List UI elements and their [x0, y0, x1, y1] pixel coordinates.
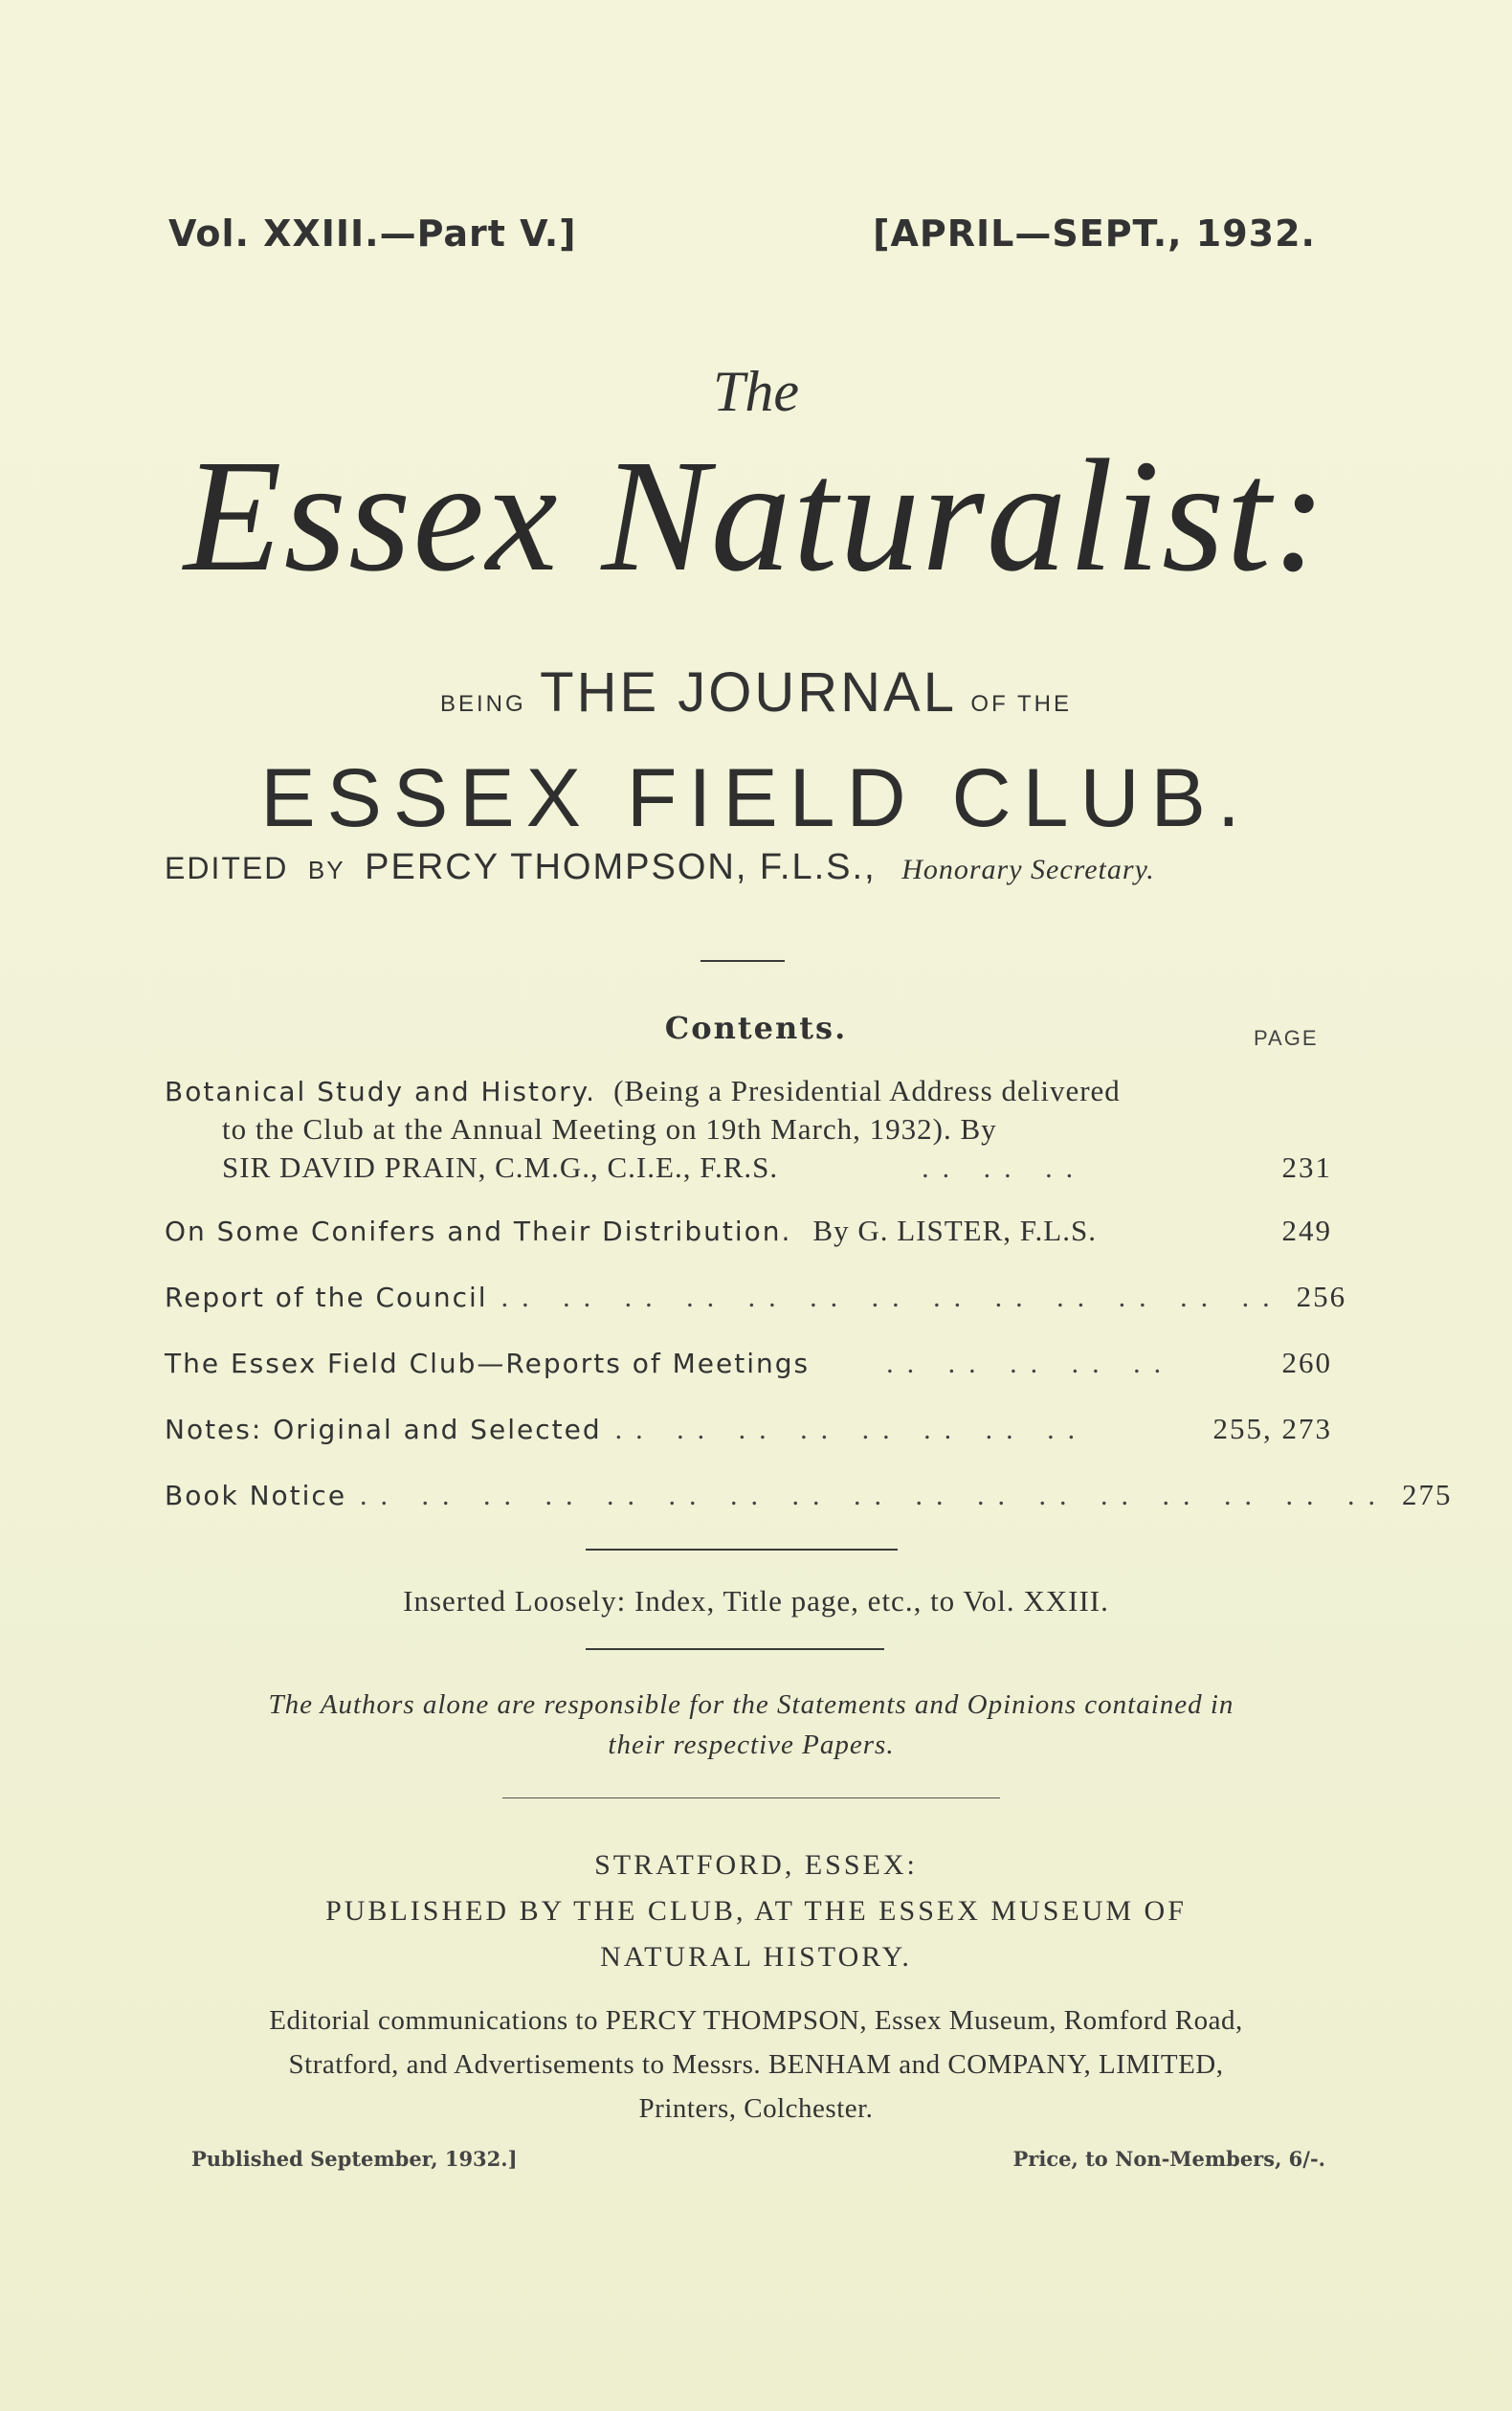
editorial-line3: Printers, Colchester.	[638, 2093, 874, 2124]
divider-medium-2	[586, 1648, 884, 1650]
being-text: BEING	[440, 691, 526, 717]
the-journal-text: THE JOURNAL	[540, 661, 957, 724]
publisher-place: STRATFORD, ESSEX:	[594, 1849, 918, 1881]
issue-date: [APRIL—SEPT., 1932.	[873, 212, 1316, 255]
editor-role: Honorary Secretary.	[901, 854, 1155, 885]
toc-entry-page: 275	[1402, 1478, 1453, 1511]
editorial-communications	[144, 1998, 1368, 2131]
toc-entry-desc: (Being a Presidential Address delivered	[613, 1074, 1121, 1107]
leader-dots: .. .. .. .. ..	[886, 1348, 1175, 1379]
edited-label: EDITED	[165, 851, 289, 885]
by-label: BY	[307, 856, 345, 884]
authors-disclaimer	[163, 1685, 1340, 1765]
toc-entry-page: 249	[1281, 1214, 1332, 1247]
toc-entry-title: Notes: Original and Selected	[165, 1414, 602, 1445]
of-the-text: OF THE	[970, 691, 1072, 717]
toc-entry-page: 255, 273	[1212, 1412, 1332, 1445]
editorial-line1: Editorial communications to PERCY THOMPSON, Essex Museum, Romford Road,	[269, 2005, 1243, 2036]
toc-entry-title: The Essex Field Club—Reports of Meetings	[165, 1348, 811, 1379]
toc-entry-desc-line2: to the Club at the Annual Meeting on 19th March, 1932). By	[222, 1112, 997, 1146]
toc-entry-meetings	[165, 1346, 1332, 1380]
editorial-line2: Stratford, and Advertisements to Messrs. BENHAM and COMPANY, LIMITED,	[288, 2049, 1224, 2080]
disclaimer-line1: The Authors alone are responsible for the Statements and Opinions contained in	[268, 1689, 1234, 1720]
price: Price, to Non-Members, 6/-.	[1012, 2147, 1325, 2171]
toc-entry-title: Botanical Study and History.	[165, 1076, 597, 1107]
disclaimer-line2: their respective Papers.	[608, 1730, 895, 1760]
published-date: Published September, 1932.]	[191, 2147, 518, 2171]
toc-entry-author: SIR DAVID PRAIN, C.M.G., C.I.E., F.R.S.	[222, 1150, 779, 1184]
publisher-block	[0, 1842, 1512, 1980]
divider-short	[700, 960, 785, 962]
leader-dots: .. .. ..	[922, 1152, 1087, 1184]
issue-header	[163, 212, 1330, 255]
toc-entry-author: By G. LISTER, F.L.S.	[812, 1214, 1097, 1247]
club-name: ESSEX FIELD CLUB.	[260, 752, 1252, 844]
toc-entry-page: 231	[1281, 1150, 1332, 1184]
editor-line	[165, 847, 1332, 888]
contents-heading: Contents.	[664, 1010, 848, 1046]
divider-long	[502, 1797, 1000, 1798]
publisher-line3: NATURAL HISTORY.	[600, 1941, 912, 1973]
publisher-line2: PUBLISHED BY THE CLUB, AT THE ESSEX MUSEUM OF	[325, 1895, 1187, 1927]
volume-part: Vol. XXIII.—Part V.]	[168, 212, 577, 255]
editor-name: PERCY THOMPSON, F.L.S.,	[365, 847, 877, 887]
toc-entry-book-notice	[165, 1478, 1453, 1512]
toc-entry-title: Report of the Council	[165, 1282, 488, 1313]
leader-dots: .. .. .. .. .. .. .. ..	[614, 1414, 1089, 1445]
journal-subtitle	[0, 660, 1512, 725]
divider-medium	[586, 1549, 898, 1551]
toc-entry-conifers	[165, 1214, 1332, 1248]
page-column-label: PAGE	[1254, 1026, 1319, 1050]
leader-dots: .. .. .. .. .. .. .. .. .. .. .. .. ..	[500, 1282, 1283, 1313]
title-article: The	[713, 360, 799, 423]
toc-entry-council	[165, 1280, 1347, 1314]
toc-entry-title: On Some Conifers and Their Distribution.	[165, 1216, 792, 1247]
leader-dots: .. .. .. .. .. .. .. .. .. .. .. .. .. .. .. .. ..	[360, 1480, 1390, 1511]
toc-entry-title: Book Notice	[165, 1480, 347, 1511]
footer	[191, 2147, 1325, 2171]
toc-entry-page: 260	[1281, 1346, 1332, 1379]
journal-title: Essex Naturalist:	[184, 427, 1328, 605]
toc-entry-botanical	[165, 1074, 1332, 1185]
inserted-loosely-note: Inserted Loosely: Index, Title page, etc., to Vol. XXIII.	[403, 1584, 1109, 1618]
toc-entry-notes	[165, 1412, 1332, 1446]
toc-entry-page: 256	[1296, 1280, 1347, 1313]
